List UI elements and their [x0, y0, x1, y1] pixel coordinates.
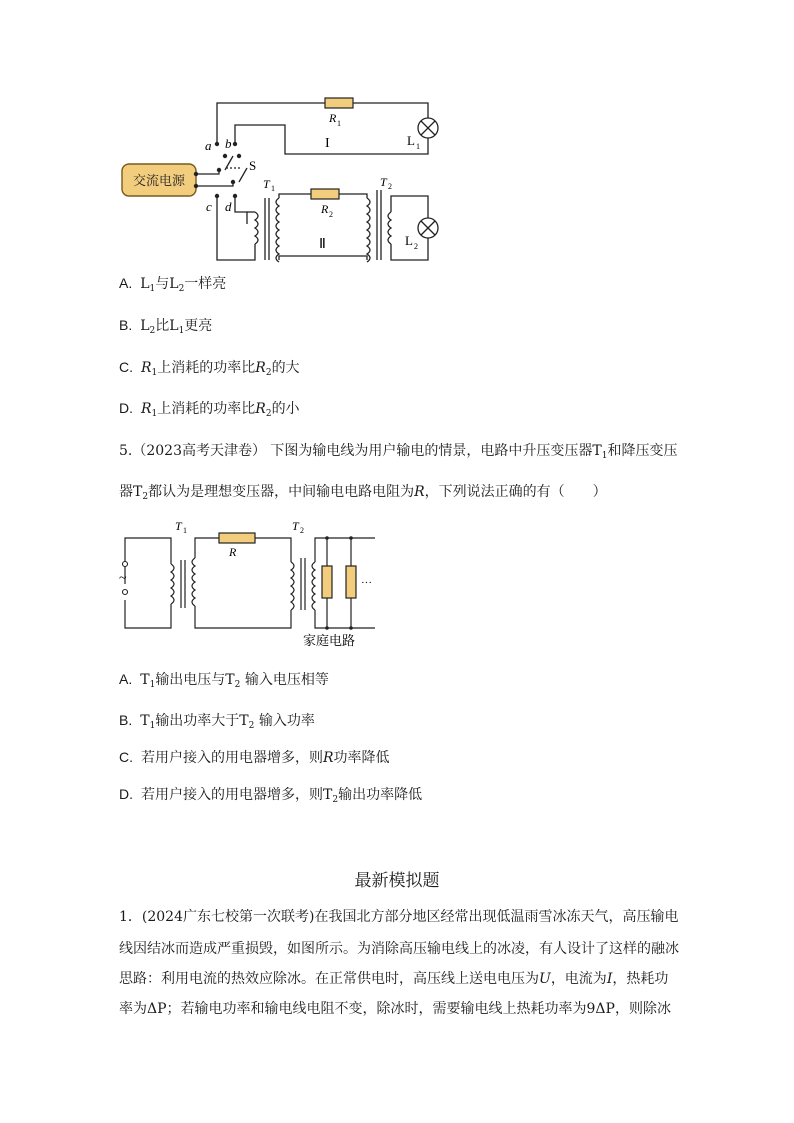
q4-option-c[interactable]: C. $R_1$上消耗的功率比$R_2$的大	[119, 359, 300, 378]
label-l2-sub: 2	[414, 242, 418, 251]
q5-option-d[interactable]: D. 若用户接入的用电器增多，则$T_2$输出功率降低	[119, 786, 423, 805]
label-r1-sub: 1	[337, 119, 341, 128]
ac-symbol: ~	[119, 571, 127, 586]
source-label: 交流电源	[132, 174, 186, 189]
label-t1: T	[175, 519, 182, 533]
label-t2-sub: 2	[388, 182, 392, 191]
label-l1: L	[407, 133, 415, 148]
q5-option-a[interactable]: A. $T_1$输出电压与$T_2$ 输入电压相等	[119, 671, 329, 690]
label-r1: R	[329, 111, 337, 125]
label-t1-sub: 1	[183, 526, 187, 535]
label-s: S	[249, 158, 257, 173]
label-d: d	[225, 199, 232, 214]
label-r: R	[229, 545, 237, 559]
q5-option-c[interactable]: C. 若用户接入的用电器增多，则R功率降低	[119, 749, 390, 766]
label-b: b	[225, 136, 232, 151]
label-t1: T	[263, 177, 270, 191]
label-t1-sub: 1	[271, 184, 275, 193]
circuit-figure-2	[115, 518, 380, 653]
q1-line-2: 线因结冰而造成严重损毁，如图所示。为消除高压输电线上的冰凌，有人设计了这样的融冰	[119, 941, 679, 957]
label-c: c	[206, 199, 212, 214]
label-t2: T	[292, 519, 299, 533]
q5-stem-line-1: 5.（2023高考天津卷） 下图为输电线为用户输电的情景，电路中升压变压器$T_1$和降压变压	[119, 443, 678, 461]
section-title: 最新模拟题	[354, 871, 440, 891]
q4-option-a[interactable]: A. $L_1$与$L_2$一样亮	[119, 275, 227, 294]
label-a: a	[205, 138, 212, 153]
household-circuit-caption: 家庭电路	[303, 634, 356, 649]
q5-option-b[interactable]: B. $T_1$输出功率大于$T_2$ 输入功率	[119, 712, 315, 731]
circuit-figure-1	[115, 88, 450, 268]
q5-stem-line-2: 器$T_2$都认为是理想变压器，中间输电电路电阻为R，下列说法正确的有（ ）	[119, 484, 607, 502]
q1-line-3: 思路：利用电流的热效应除冰。在正常供电时，高压线上送电电压为U，电流为I，热耗功	[119, 971, 669, 987]
label-l2: L	[405, 233, 413, 248]
label-loop-2: Ⅱ	[319, 237, 326, 252]
q1-line-1: 1．(2024广东七校第一次联考)在我国北方部分地区经常出现低温雨雪冰冻天气，高压输电	[119, 909, 679, 925]
more-loads-dots: ···	[361, 577, 372, 589]
label-l1-sub: 1	[416, 142, 420, 151]
label-t2-sub: 2	[300, 526, 304, 535]
q4-option-d[interactable]: D. $R_1$上消耗的功率比$R_2$的小	[119, 400, 300, 419]
label-t2: T	[380, 175, 387, 189]
label-r2-sub: 2	[329, 210, 333, 219]
label-r2: R	[321, 202, 329, 216]
label-loop-1: I	[325, 136, 330, 151]
q4-option-b[interactable]: B. $L_2$比$L_1$更亮	[119, 317, 213, 336]
q1-line-4: 率为ΔP；若输电功率和输电线电阻不变，除冰时，需要输电线上热耗功率为9ΔP，则除冰	[119, 1001, 671, 1017]
